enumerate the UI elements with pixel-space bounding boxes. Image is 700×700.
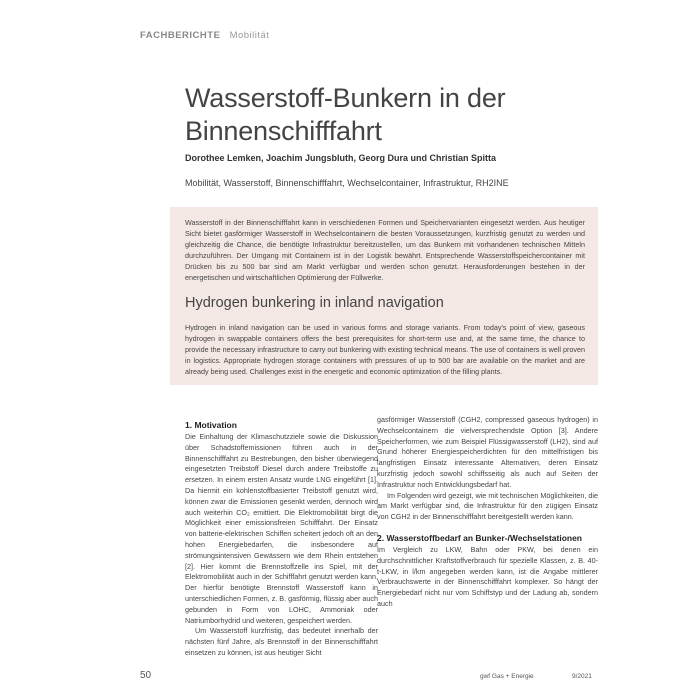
authors: Dorothee Lemken, Joachim Jungsbluth, Georg Dura und Christian Spitta bbox=[185, 153, 497, 163]
section-1-paragraph-2: Um Wasserstoff kurzfristig, das bedeutet innerhalb der nächsten fünf Jahre, als Brennstoff in der Binnenschifffahrt einsetzen zu können, ist aus heutiger Sicht bbox=[185, 626, 378, 657]
section-1-heading: 1. Motivation bbox=[185, 420, 237, 430]
header-section: FACHBERICHTE bbox=[140, 30, 221, 41]
section-2-heading: 2. Wasserstoffbedarf an Bunker-/Wechselstationen bbox=[377, 532, 582, 543]
header-category: Mobilität bbox=[229, 30, 270, 41]
journal-issue: 9/2021 bbox=[572, 673, 592, 680]
journal-name: gwf Gas + Energie bbox=[480, 673, 534, 680]
running-header bbox=[140, 30, 269, 41]
title-line-2: Binnenschifffahrt bbox=[185, 116, 382, 146]
section-2-paragraph-1: Im Vergleich zu LKW, Bahn oder PKW, bei denen ein durchschnittlicher Kraftstoffverbrauch für spezielle Klassen, z. B. 40-t-LKW, in l/km angegeben werden kann, ist die Angabe mittlerer Verbrauchswerte in der Binnenschifffahrt komplexer. So hängt der Energiebedarf nicht nur vom Schiffstyp und der Ladung ab, sondern auch bbox=[377, 544, 598, 608]
abstract-english: Hydrogen in inland navigation can be used in various forms and storage variants. From today's point of view, gaseous hydrogen in swappable containers offers the best prerequisites for short-term use and, at the same time, the chance to provide the necessary infrastructure to carry out bunkering with existing technical means. The use of containers is well proven in logistics. Appropriate hydrogen storage containers with pressures of up to 500 bar are available on the market and are already being used. Challenges exist in the energetic and economic optimization of the filling plants. bbox=[185, 323, 585, 376]
abstract-german: Wasserstoff in der Binnenschifffahrt kann in verschiedenen Formen und Speichervarianten eingesetzt werden. Aus heutiger Sicht bietet gasförmiger Wasserstoff in Wechselcontainern die besten Voraussetzungen, kurzfristig genutzt zu werden und gleichzeitig die Chance, die benötigte Infrastruktur bereitzustellen, um das Bunkern mit vorhandenen technischen Mitteln durchzuführen. Der Umgang mit Containern ist in der Logistik bewährt. Entsprechende Wasserstoffspeichercontainer mit Drücken bis zu 500 bar sind am Markt verfügbar und werden schon genutzt. Herausforderungen bestehen in der energetischen und wirtschaftlichen Optimierung der Füllwerke. bbox=[185, 218, 585, 282]
section-1-paragraph-1: Die Einhaltung der Klimaschutzziele sowie die Diskussion über Schadstoffemissionen führen auch in der Binnenschifffahrt zu Bestrebungen, den bisher überwiegend eingesetzten Treibstoff Diesel durch andere Treibstoffe zu ersetzen. In einem ersten Ansatz wurde LNG eingeführt [1]. Da hiermit ein kohlenstoffbasierter Treibstoff genutzt wird, können zwar die Emissionen gesenkt werden, dennoch wird auch weiterhin CO₂ emittiert. Die Elektromobilität birgt die Möglichkeit einer emissionsfreien Schifffahrt. Der Einsatz von batterie-elektrischen Schiffen scheitert jedoch oft an den hohen Energiebedarfen, die insbesondere auf strömungsintensiven Gewässern wie dem Rhein entstehen [2]. Hier kommt die Brennstoffzelle ins Spiel, mit der Elektromobilität auch in der Schifffahrt genutzt werden kann. Der hierfür benötigte Brennstoff Wasserstoff kann in unterschiedlichen Formen, z. B. gasförmig, flüssig aber auch gebunden in Form von LOHC, Ammoniak oder Natriumborhydrid und weiteren, gespeichert werden. bbox=[185, 432, 378, 625]
page-number: 50 bbox=[140, 670, 152, 681]
column-right-paragraph-2: Im Folgenden wird gezeigt, wie mit technischen Möglichkeiten, die am Markt verfügbar sind, die Infrastruktur für den zügigen Einsatz von CGH2 in der Binnenschifffahrt bereitgestellt werden kann. bbox=[377, 490, 598, 522]
column-right-paragraph-1: gasförmiger Wasserstoff (CGH2, compressed gaseous hydrogen) in Wechselcontainern die vielversprechendste Option [3]. Andere Speicherformen, wie zum Beispiel Flüssigwasserstoff (LH2), sind auf Grund höherer Energiespeicherdichten für den mittelfristigen bis langfristigen Einsatz interessante Alternativen, deren Einsatz kurzfristig jedoch sowohl schiffsseitig als auch auf Seiten der Infrastruktur noch Entwicklungsbedarf hat. bbox=[377, 415, 598, 489]
english-title: Hydrogen bunkering in inland navigation bbox=[185, 295, 444, 311]
title-line-1: Wasserstoff-Bunkern in der bbox=[185, 83, 506, 113]
column-right bbox=[377, 415, 598, 610]
article-title bbox=[185, 82, 605, 148]
column-left bbox=[185, 420, 378, 659]
keywords: Mobilität, Wasserstoff, Binnenschifffahrt, Wechselcontainer, Infrastruktur, RH2INE bbox=[185, 178, 509, 188]
